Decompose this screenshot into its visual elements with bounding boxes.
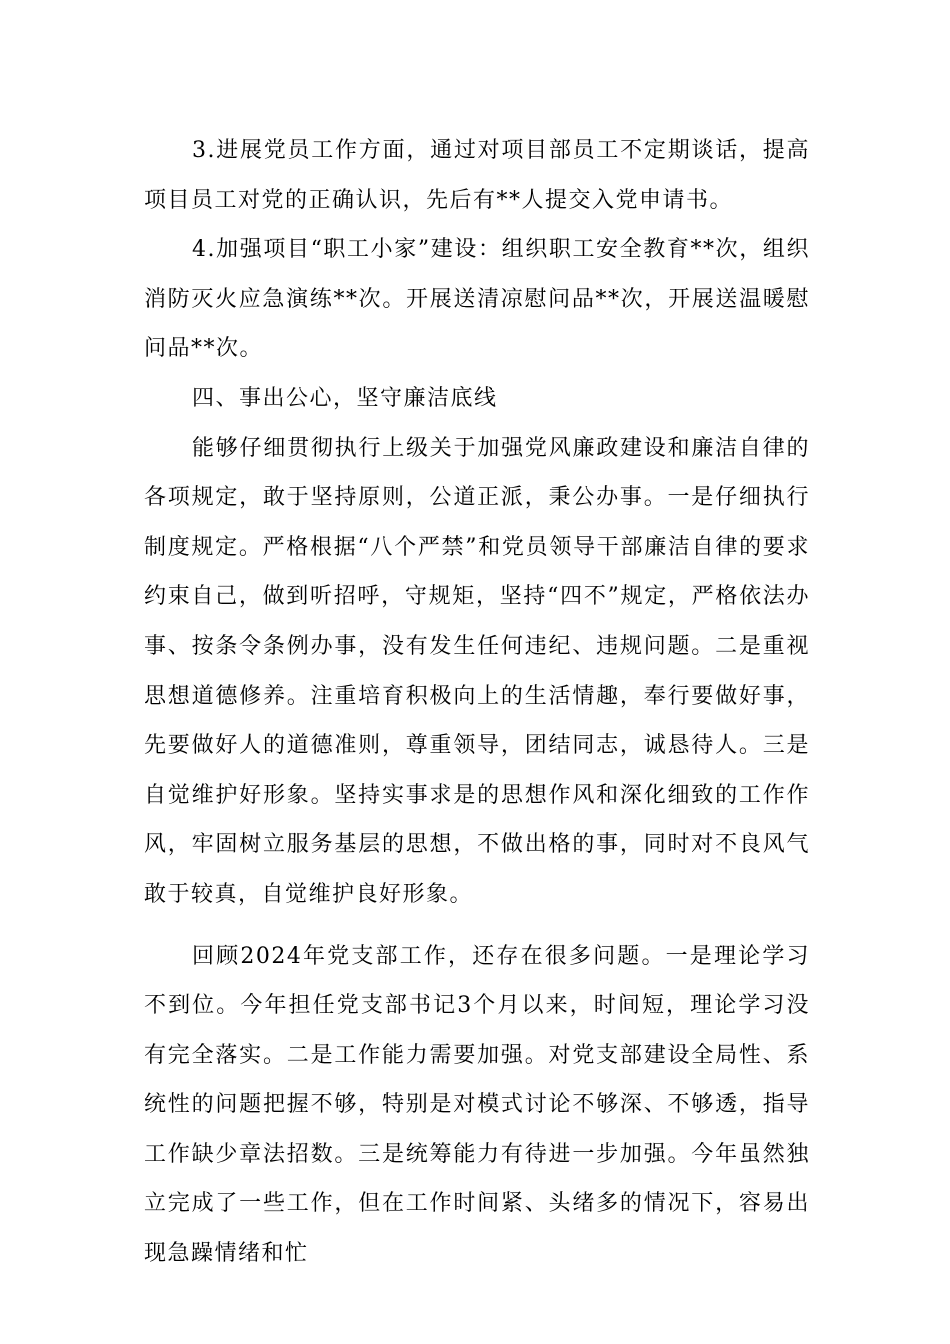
paragraph-party-member-work: 3.进展党员工作方面，通过对项目部员工不定期谈话，提高项目员工对党的正确认识，先后有**人提交入党申请书。 <box>144 138 810 213</box>
section-heading-integrity: 四、事出公心，坚守廉洁底线 <box>192 385 498 411</box>
paragraph-integrity-details: 能够仔细贯彻执行上级关于加强党风廉政建设和廉洁自律的各项规定，敢于坚持原则，公道正派，秉公办事。一是仔细执行制度规定。严格根据“八个严禁”和党员领导干部廉洁自律的要求约束自己，做到听招呼，守规矩，坚持“四不”规定，严格依法办事、按条令条例办事，没有发生任何违纪、违规问题。二是重视思想道德修养。注重培育积极向上的生活情趣，奉行要做好事，先要做好人的道德准则，尊重领导，团结同志，诚恳待人。三是自觉维护好形象。坚持实事求是的思想作风和深化细致的工作作风，牢固树立服务基层的思想，不做出格的事，同时对不良风气敢于较真，自觉维护良好形象。 <box>144 435 810 907</box>
document-body <box>144 126 810 1279</box>
paragraph-staff-home-building: 4.加强项目“职工小家”建设：组织职工安全教育**次，组织消防灭火应急演练**次。开展送清凉慰问品**次，开展送温暖慰问品**次。 <box>144 237 810 362</box>
paragraph-review-problems: 回顾2024年党支部工作，还存在很多问题。一是理论学习不到位。今年担任党支部书记3个月以来，时间短，理论学习没有完全落实。二是工作能力需要加强。对党支部建设全局性、系统性的问题把握不够，特别是对模式讨论不够深、不够透，指导工作缺少章法招数。三是统筹能力有待进一步加强。今年虽然独立完成了一些工作，但在工作时间紧、头绪多的情况下，容易出现急躁情绪和忙 <box>144 943 810 1267</box>
